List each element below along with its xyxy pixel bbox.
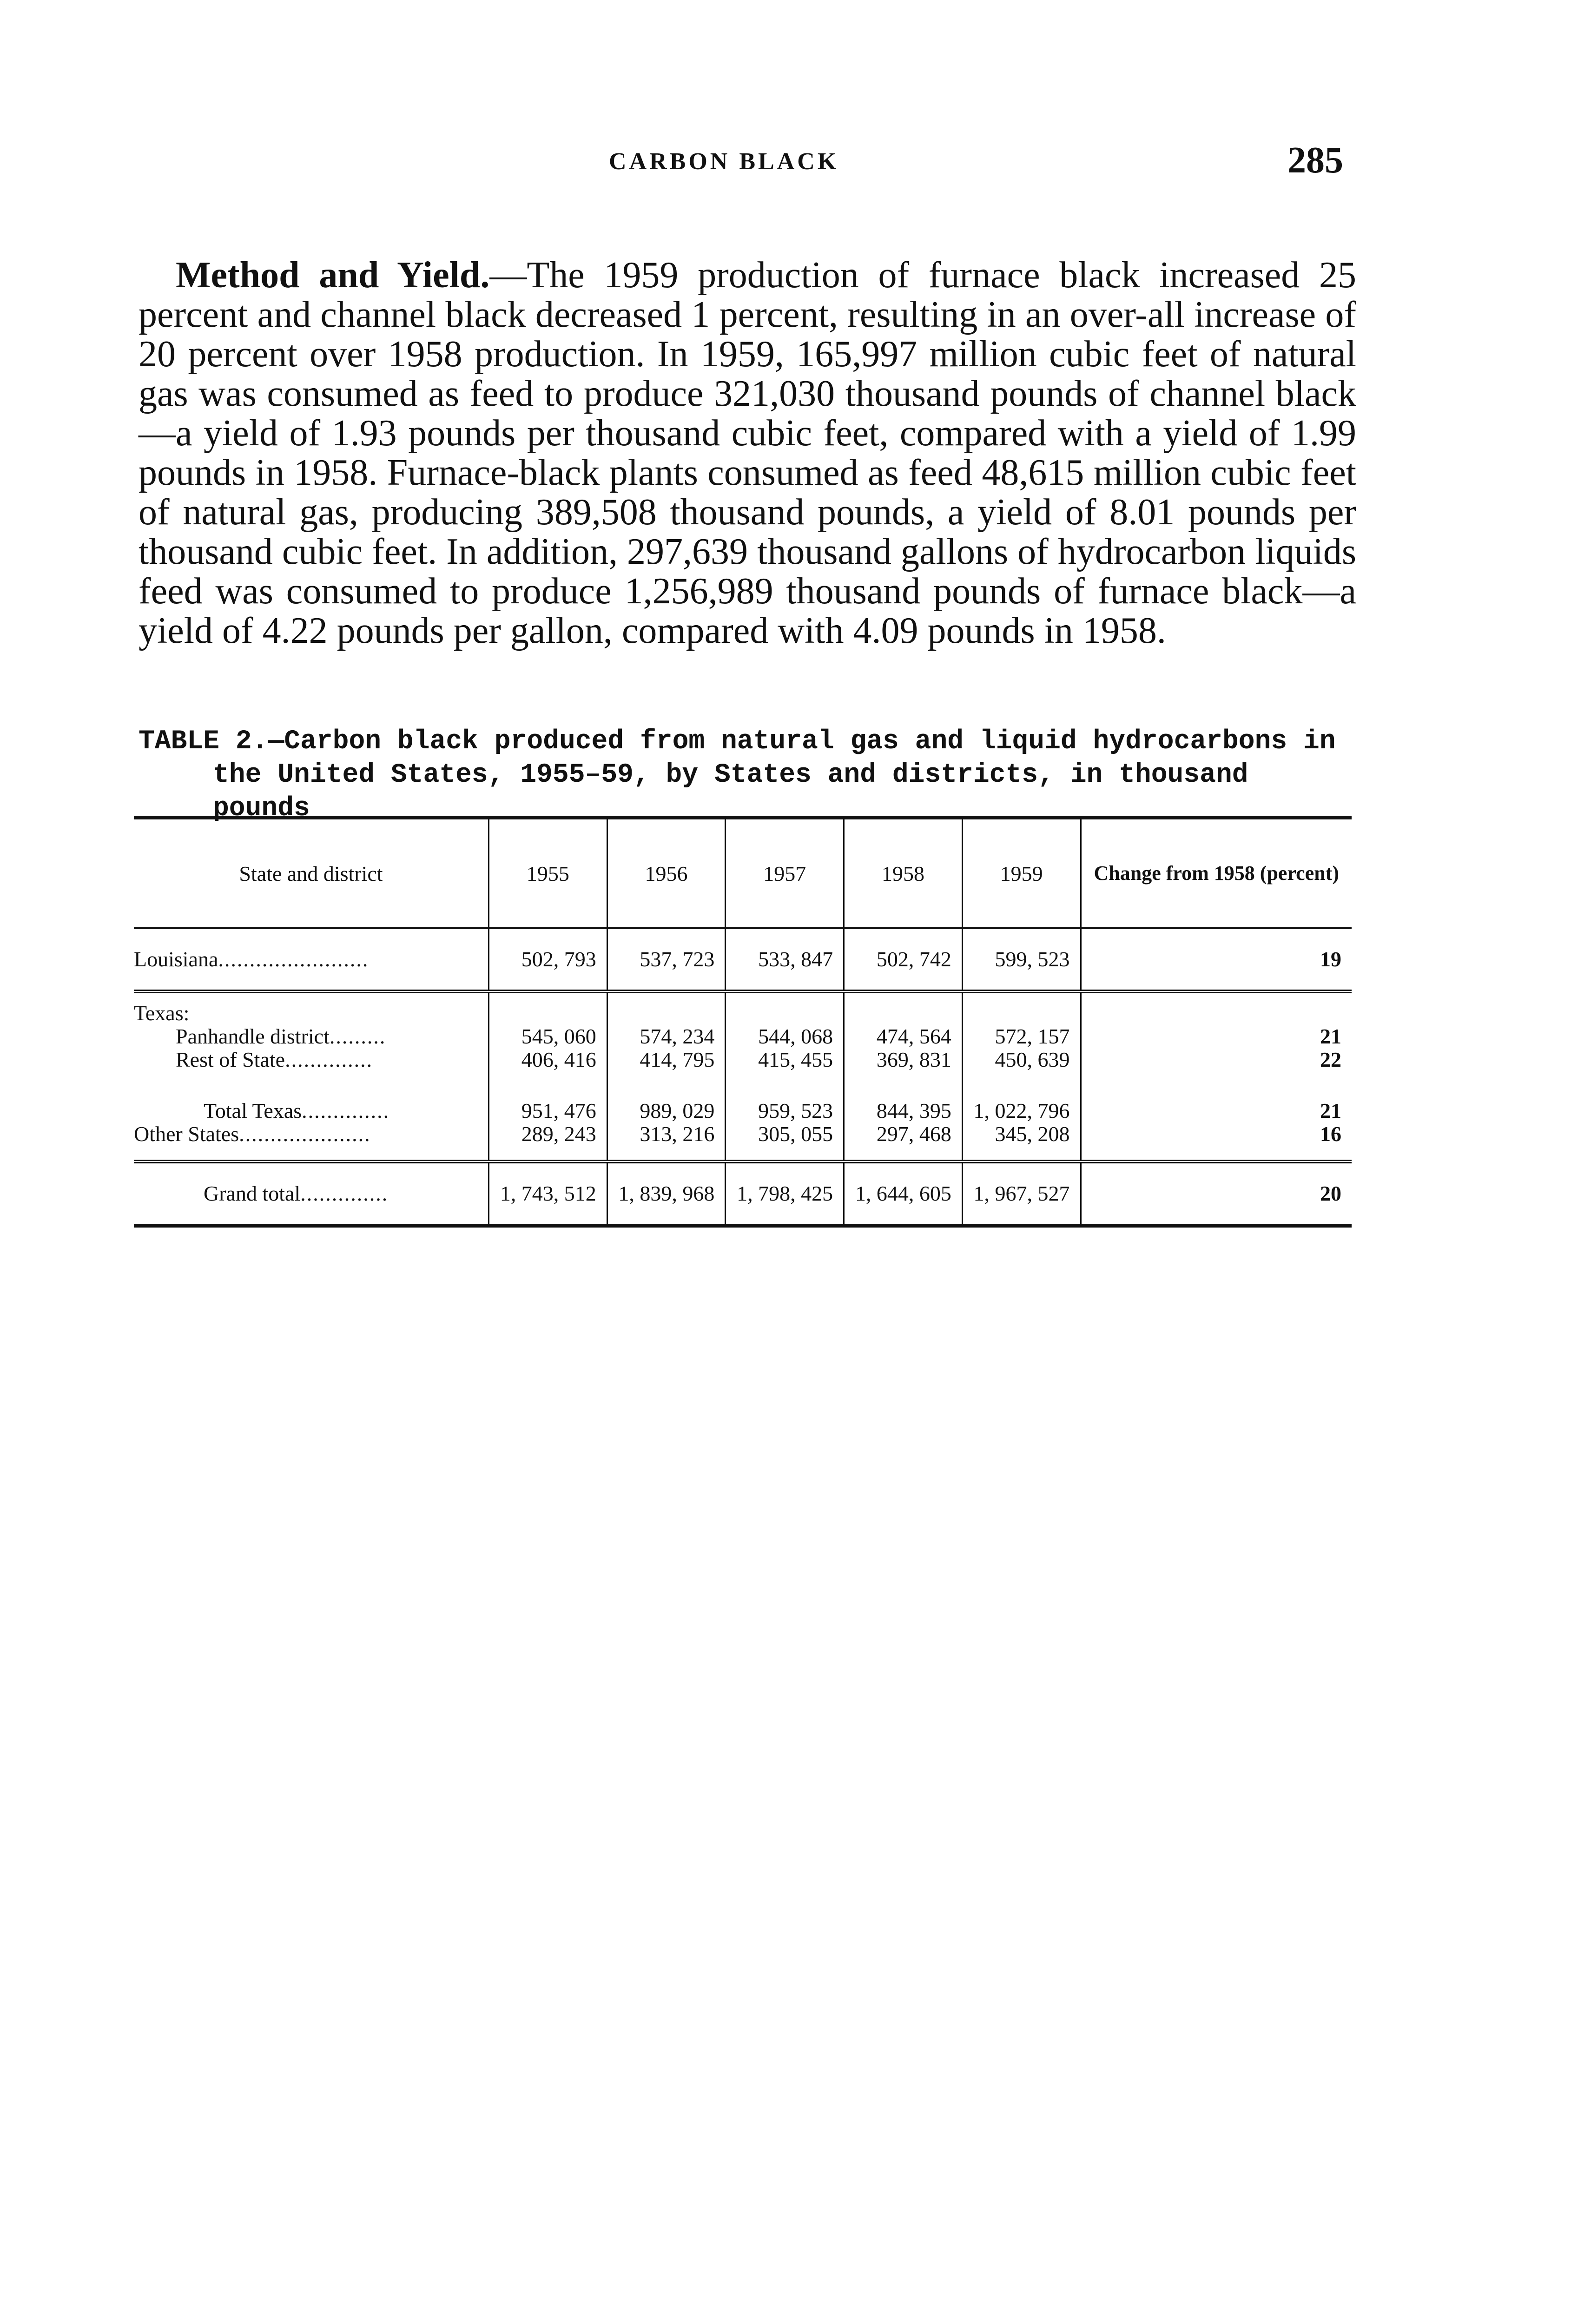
table-row-louisiana bbox=[134, 928, 1352, 991]
table-cell: 1, 839, 968 bbox=[607, 1162, 726, 1226]
table-row-panhandle bbox=[134, 1025, 1352, 1048]
table-cell: 599, 523 bbox=[962, 928, 1081, 991]
table-cell: 502, 793 bbox=[489, 928, 607, 991]
table-cell: 537, 723 bbox=[607, 928, 726, 991]
table-cell-change: 16 bbox=[1081, 1122, 1352, 1162]
table-cell: 474, 564 bbox=[844, 1025, 963, 1048]
row-label: Texas: bbox=[134, 1001, 190, 1025]
table-cell: 289, 243 bbox=[489, 1122, 607, 1162]
row-label: Rest of State.............. bbox=[176, 1048, 373, 1071]
table-cell: 951, 476 bbox=[489, 1071, 607, 1122]
row-label: Total Texas.............. bbox=[204, 1099, 390, 1122]
row-label: Grand total.............. bbox=[204, 1182, 389, 1205]
table-cell-change: 21 bbox=[1081, 1025, 1352, 1048]
header-1955: 1955 bbox=[489, 818, 607, 928]
header-1959: 1959 bbox=[962, 818, 1081, 928]
table-row-rest-of-state bbox=[134, 1048, 1352, 1071]
table-cell-change: 21 bbox=[1081, 1071, 1352, 1122]
running-head-title: CARBON BLACK bbox=[609, 148, 839, 175]
table-cell: 345, 208 bbox=[962, 1122, 1081, 1162]
row-label: Louisiana........................ bbox=[134, 928, 489, 991]
table-cell: 959, 523 bbox=[726, 1071, 844, 1122]
table-cell: 989, 029 bbox=[607, 1071, 726, 1122]
header-state-district: State and district bbox=[134, 818, 489, 928]
table-cell-change: 20 bbox=[1081, 1162, 1352, 1226]
header-1958: 1958 bbox=[844, 818, 963, 928]
table-row-grand-total bbox=[134, 1162, 1352, 1226]
header-1956: 1956 bbox=[607, 818, 726, 928]
table-row-total-texas bbox=[134, 1071, 1352, 1122]
paragraph-lead-heading: Method and Yield. bbox=[176, 255, 490, 296]
table-cell: 1, 743, 512 bbox=[489, 1162, 607, 1226]
header-change: Change from 1958 (percent) bbox=[1081, 818, 1352, 928]
table-row-texas-heading bbox=[134, 991, 1352, 1025]
table-cell: 545, 060 bbox=[489, 1025, 607, 1048]
method-and-yield-paragraph bbox=[139, 256, 1356, 651]
table-cell: 450, 639 bbox=[962, 1048, 1081, 1071]
table-cell: 1, 967, 527 bbox=[962, 1162, 1081, 1226]
table-cell: 1, 022, 796 bbox=[962, 1071, 1081, 1122]
table-cell: 544, 068 bbox=[726, 1025, 844, 1048]
table-cell: 313, 216 bbox=[607, 1122, 726, 1162]
table-cell: 369, 831 bbox=[844, 1048, 963, 1071]
table-row-other-states bbox=[134, 1122, 1352, 1162]
table-caption-line-2: the United States, 1955–59, by States and districts, in thousand pounds bbox=[213, 760, 1248, 824]
table-header-row bbox=[134, 818, 1352, 928]
carbon-black-production-table bbox=[134, 816, 1352, 1228]
table-cell: 1, 798, 425 bbox=[726, 1162, 844, 1226]
table-cell: 574, 234 bbox=[607, 1025, 726, 1048]
table-cell-change: 22 bbox=[1081, 1048, 1352, 1071]
paragraph-text: —The 1959 production of furnace black increased 25 percent and channel black decreased 1 percent, resulting in an over-all increase of 20 percent over 1958 production. In 1959, 165,997 million cubic feet of natural gas was consumed as feed to produce 321,030 thousand pounds of channel black—a yield of 1.93 pounds per thousand cubic feet, compared with a yield of 1.99 pounds in 1958. Furnace-black plants consumed as feed 48,615 million cubic feet of natural gas, producing 389,508 thousand pounds, a yield of 8.01 pounds per thousand cubic feet. In addition, 297,639 thousand gallons of hydrocarbon liquids feed was consumed to produce 1,256,989 thousand pounds of furnace black—a yield of 4.22 pounds per gallon, compared with 4.09 pounds in 1958. bbox=[139, 255, 1356, 651]
table-cell: 844, 395 bbox=[844, 1071, 963, 1122]
table-cell: 305, 055 bbox=[726, 1122, 844, 1162]
row-label: Other States..................... bbox=[134, 1122, 489, 1162]
table-caption-line-1: TABLE 2.—Carbon black produced from natural gas and liquid hydrocarbons in bbox=[139, 726, 1336, 757]
table-cell: 1, 644, 605 bbox=[844, 1162, 963, 1226]
table-cell: 572, 157 bbox=[962, 1025, 1081, 1048]
row-label: Panhandle district......... bbox=[176, 1024, 386, 1048]
header-1957: 1957 bbox=[726, 818, 844, 928]
page-number: 285 bbox=[1287, 140, 1343, 181]
table-cell: 533, 847 bbox=[726, 928, 844, 991]
table-cell: 414, 795 bbox=[607, 1048, 726, 1071]
table-caption bbox=[139, 725, 1356, 825]
table-cell: 502, 742 bbox=[844, 928, 963, 991]
table-cell-change: 19 bbox=[1081, 928, 1352, 991]
table-cell: 297, 468 bbox=[844, 1122, 963, 1162]
table-cell: 415, 455 bbox=[726, 1048, 844, 1071]
table-cell: 406, 416 bbox=[489, 1048, 607, 1071]
